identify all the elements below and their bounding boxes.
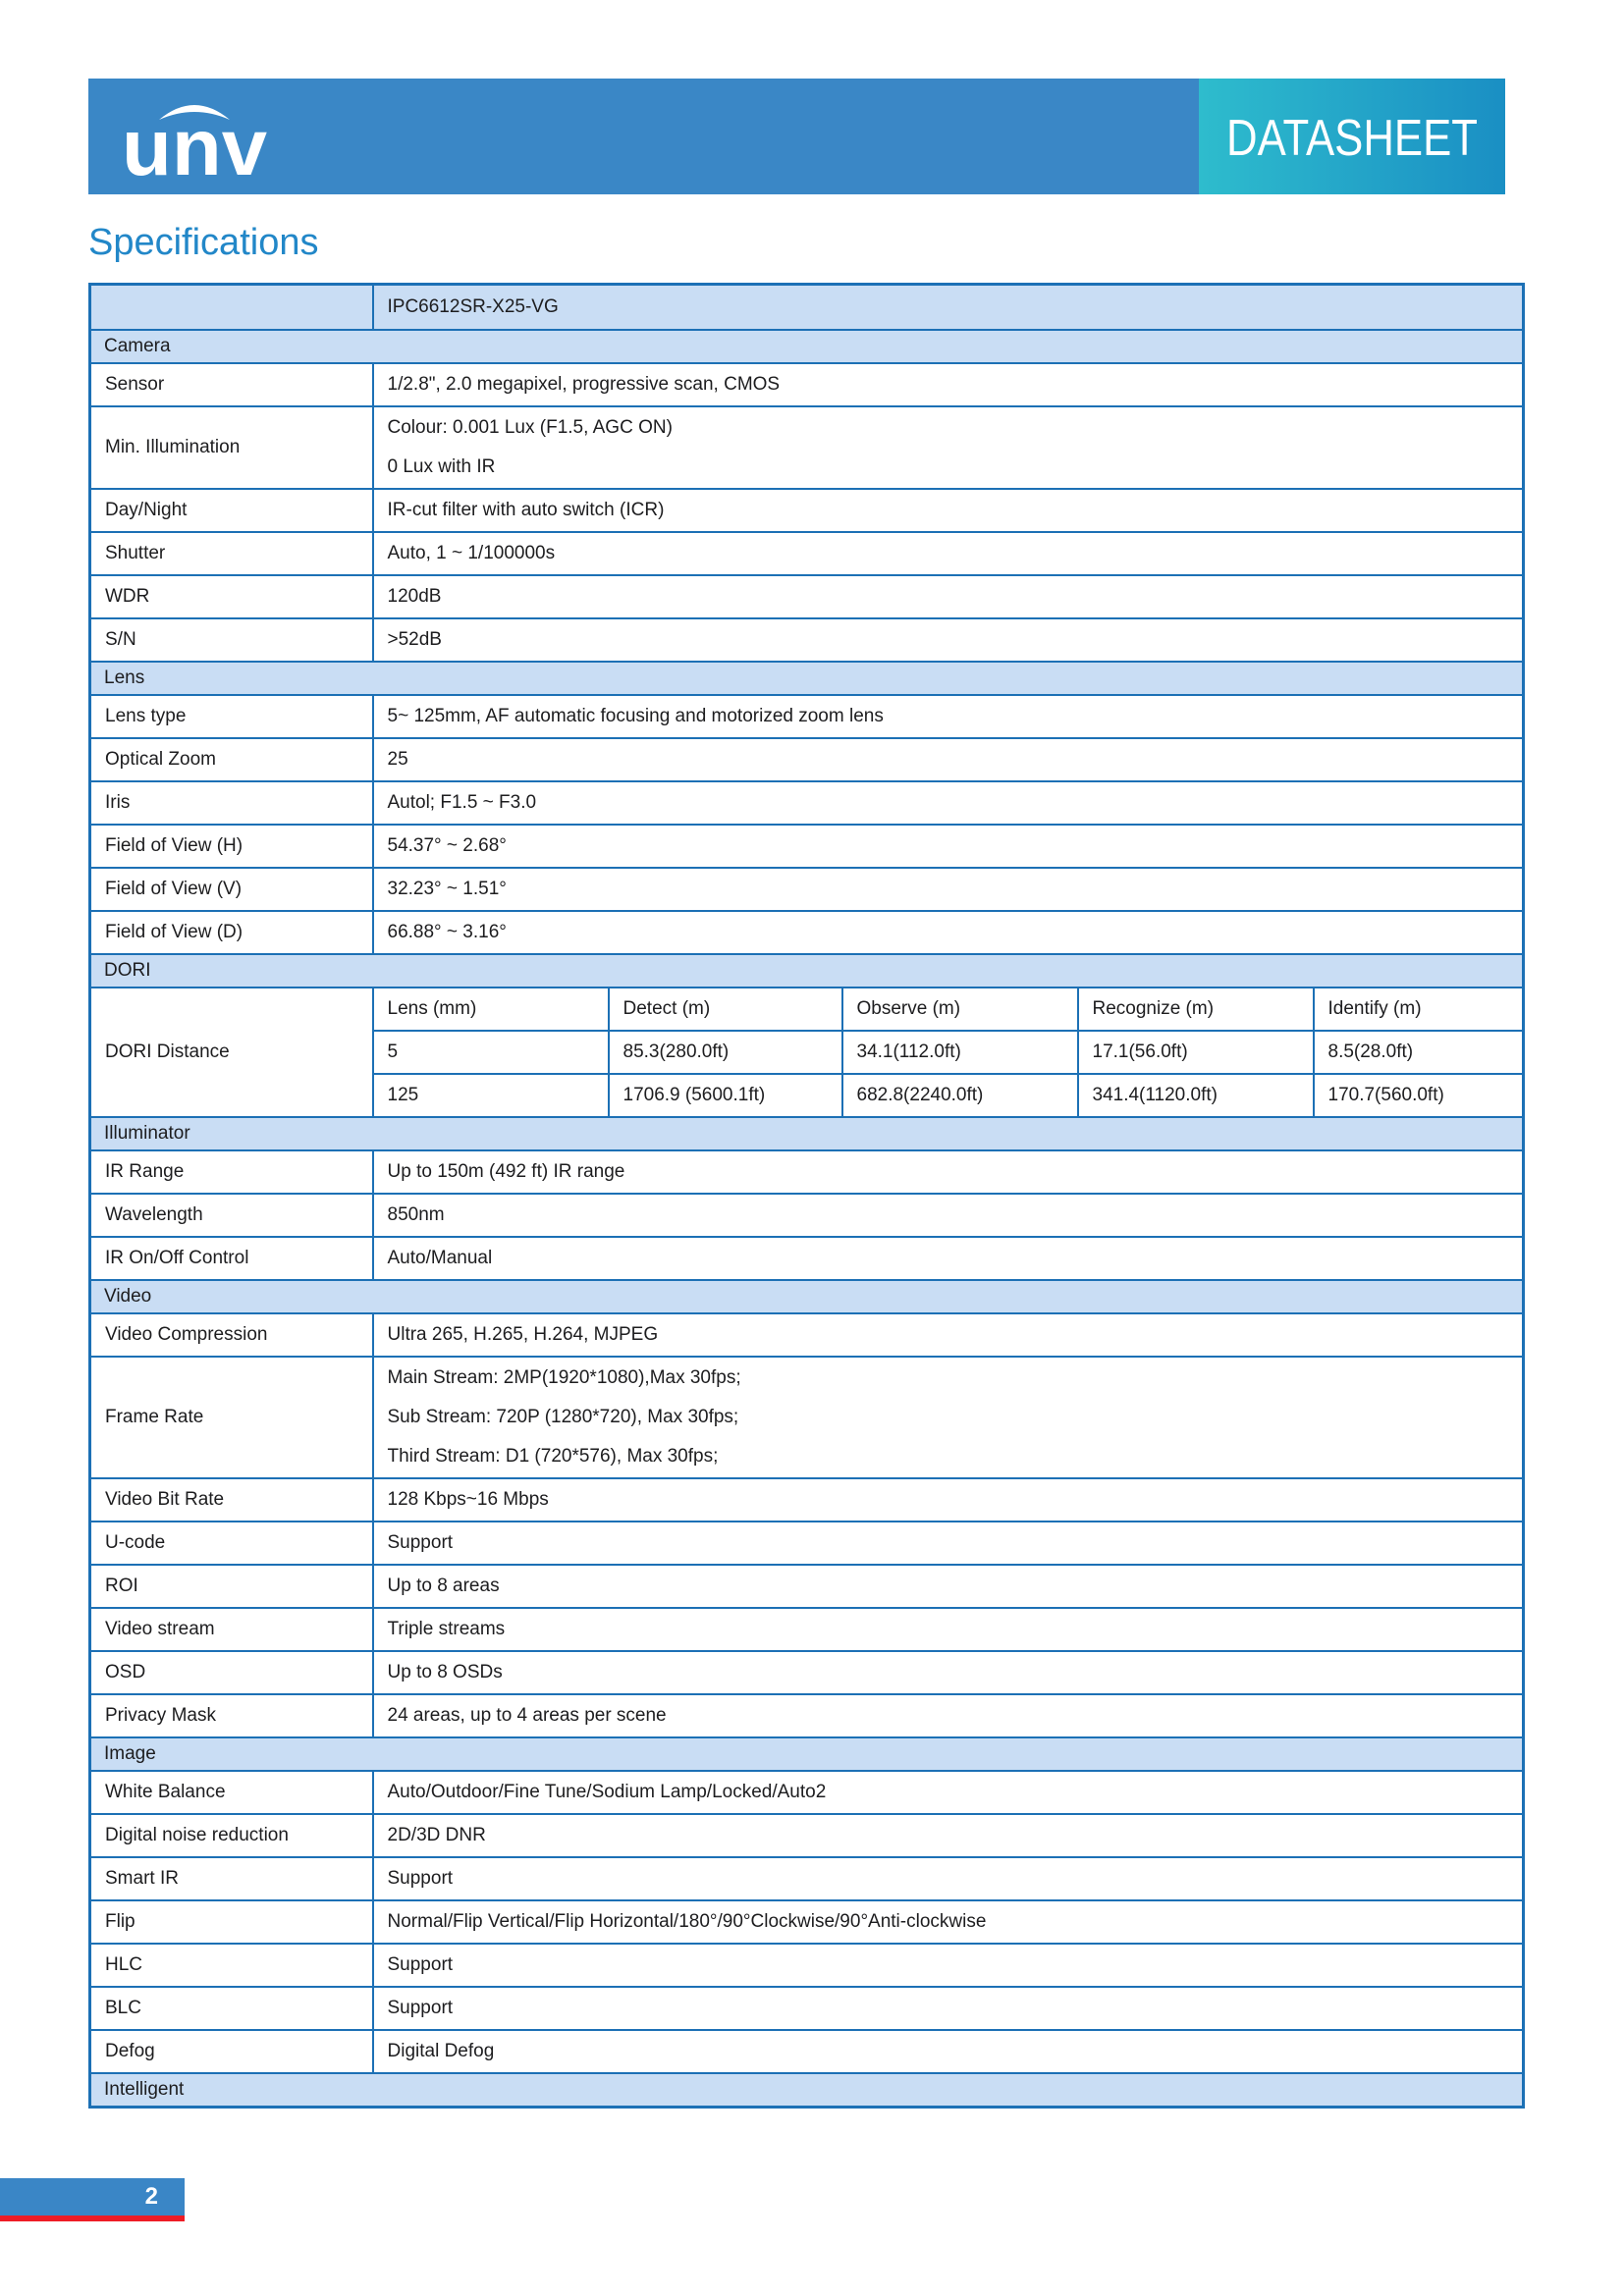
spec-label: S/N — [90, 618, 373, 662]
spec-row — [90, 1313, 1524, 1357]
dori-value: 125 — [373, 1074, 609, 1117]
dori-value: 5 — [373, 1031, 609, 1074]
spec-value: Auto/Outdoor/Fine Tune/Sodium Lamp/Locked/Auto2 — [373, 1771, 1524, 1814]
spec-label: DORI Distance — [90, 988, 373, 1117]
section-header-row — [90, 662, 1524, 695]
spec-label: Shutter — [90, 532, 373, 575]
dori-value: 8.5(28.0ft) — [1314, 1031, 1524, 1074]
spec-row — [90, 825, 1524, 868]
spec-value: Ultra 265, H.265, H.264, MJPEG — [373, 1313, 1524, 1357]
spec-value: 5~ 125mm, AF automatic focusing and motorized zoom lens — [373, 695, 1524, 738]
dori-column-header: Identify (m) — [1314, 988, 1524, 1031]
spec-value: Triple streams — [373, 1608, 1524, 1651]
spec-value: >52dB — [373, 618, 1524, 662]
spec-row — [90, 1987, 1524, 2030]
spec-row — [90, 2030, 1524, 2073]
spec-row — [90, 406, 1524, 489]
spec-row — [90, 1608, 1524, 1651]
spec-value: Up to 8 areas — [373, 1565, 1524, 1608]
spec-label: WDR — [90, 575, 373, 618]
section-title: Camera — [90, 330, 1524, 363]
spec-value: 120dB — [373, 575, 1524, 618]
spec-value: 24 areas, up to 4 areas per scene — [373, 1694, 1524, 1737]
spec-row — [90, 1944, 1524, 1987]
spec-row — [90, 1522, 1524, 1565]
spec-label: Flip — [90, 1900, 373, 1944]
spec-label: Lens type — [90, 695, 373, 738]
spec-value: Auto/Manual — [373, 1237, 1524, 1280]
spec-label: Day/Night — [90, 489, 373, 532]
spec-value-line: 0 Lux with IR — [387, 456, 496, 477]
spec-label: Digital noise reduction — [90, 1814, 373, 1857]
spec-value: Support — [373, 1944, 1524, 1987]
spec-label: Frame Rate — [90, 1357, 373, 1478]
spec-label: OSD — [90, 1651, 373, 1694]
section-header-row — [90, 954, 1524, 988]
datasheet-banner-text-graphic — [1199, 79, 1505, 194]
spec-value: 32.23° ~ 1.51° — [373, 868, 1524, 911]
dori-value: 170.7(560.0ft) — [1314, 1074, 1524, 1117]
section-header-row — [90, 1737, 1524, 1771]
spec-value: 25 — [373, 738, 1524, 781]
spec-value: Support — [373, 1987, 1524, 2030]
spec-value: Support — [373, 1857, 1524, 1900]
spec-value: Up to 150m (492 ft) IR range — [373, 1150, 1524, 1194]
section-title: DORI — [90, 954, 1524, 988]
header-bar — [88, 79, 1505, 194]
logo-text: unv — [122, 103, 268, 185]
spec-label: Wavelength — [90, 1194, 373, 1237]
spec-row — [90, 1857, 1524, 1900]
spec-label: Video Compression — [90, 1313, 373, 1357]
spec-label: Field of View (V) — [90, 868, 373, 911]
spec-label: ROI — [90, 1565, 373, 1608]
spec-row — [90, 738, 1524, 781]
spec-value-line: Third Stream: D1 (720*576), Max 30fps; — [387, 1446, 719, 1467]
spec-label: Field of View (D) — [90, 911, 373, 954]
spec-value: 2D/3D DNR — [373, 1814, 1524, 1857]
model-empty-cell — [90, 285, 373, 331]
spec-value: 54.37° ~ 2.68° — [373, 825, 1524, 868]
spec-row — [90, 1194, 1524, 1237]
spec-value: 1/2.8", 2.0 megapixel, progressive scan, CMOS — [373, 363, 1524, 406]
section-header-row — [90, 330, 1524, 363]
spec-label: Sensor — [90, 363, 373, 406]
spec-value: Autol; F1.5 ~ F3.0 — [373, 781, 1524, 825]
dori-value: 1706.9 (5600.1ft) — [609, 1074, 842, 1117]
spec-row — [90, 1357, 1524, 1478]
spec-value: 128 Kbps~16 Mbps — [373, 1478, 1524, 1522]
section-title: Intelligent — [90, 2073, 1524, 2108]
spec-label: Defog — [90, 2030, 373, 2073]
section-title: Illuminator — [90, 1117, 1524, 1150]
spec-table — [88, 283, 1525, 2109]
spec-label: HLC — [90, 1944, 373, 1987]
dori-column-header: Recognize (m) — [1078, 988, 1314, 1031]
spec-value: Normal/Flip Vertical/Flip Horizontal/180°/90°Clockwise/90°Anti-clockwise — [373, 1900, 1524, 1944]
section-title: Lens — [90, 662, 1524, 695]
spec-value: 850nm — [373, 1194, 1524, 1237]
spec-label: IR On/Off Control — [90, 1237, 373, 1280]
spec-label: Min. Illumination — [90, 406, 373, 489]
section-header-row — [90, 1117, 1524, 1150]
spec-row — [90, 868, 1524, 911]
dori-header-row — [90, 988, 1524, 1031]
spec-row — [90, 911, 1524, 954]
spec-label: Privacy Mask — [90, 1694, 373, 1737]
spec-value: Auto, 1 ~ 1/100000s — [373, 532, 1524, 575]
spec-label: Video Bit Rate — [90, 1478, 373, 1522]
dori-column-header: Detect (m) — [609, 988, 842, 1031]
dori-value: 341.4(1120.0ft) — [1078, 1074, 1314, 1117]
section-title: Image — [90, 1737, 1524, 1771]
dori-value: 682.8(2240.0ft) — [842, 1074, 1078, 1117]
spec-row — [90, 1814, 1524, 1857]
spec-label: White Balance — [90, 1771, 373, 1814]
page-number: 2 — [144, 2183, 158, 2210]
model-row — [90, 285, 1524, 331]
spec-label: Smart IR — [90, 1857, 373, 1900]
spec-row — [90, 1478, 1524, 1522]
spec-value: Digital Defog — [373, 2030, 1524, 2073]
spec-row — [90, 1150, 1524, 1194]
spec-label: Optical Zoom — [90, 738, 373, 781]
spec-value: IR-cut filter with auto switch (ICR) — [373, 489, 1524, 532]
datasheet-banner — [1199, 79, 1505, 194]
spec-row — [90, 1237, 1524, 1280]
model-name: IPC6612SR-X25-VG — [373, 285, 1524, 331]
spec-label: Field of View (H) — [90, 825, 373, 868]
page-number-box — [0, 2178, 185, 2216]
section-header-row — [90, 1280, 1524, 1313]
spec-row — [90, 1771, 1524, 1814]
unv-logo — [114, 90, 281, 189]
spec-row — [90, 489, 1524, 532]
dori-column-header: Lens (mm) — [373, 988, 609, 1031]
spec-value: Support — [373, 1522, 1524, 1565]
spec-row — [90, 1900, 1524, 1944]
spec-row — [90, 618, 1524, 662]
spec-row — [90, 1651, 1524, 1694]
spec-row — [90, 695, 1524, 738]
spec-value — [373, 1357, 1524, 1478]
spec-value-line: Colour: 0.001 Lux (F1.5, AGC ON) — [387, 417, 673, 438]
spec-row — [90, 1565, 1524, 1608]
page-title: Specifications — [88, 222, 319, 263]
section-title: Video — [90, 1280, 1524, 1313]
footer-red-line — [0, 2216, 185, 2221]
spec-value-line: Main Stream: 2MP(1920*1080),Max 30fps; — [387, 1367, 741, 1388]
unv-logo-graphic — [114, 90, 281, 185]
spec-value: 66.88° ~ 3.16° — [373, 911, 1524, 954]
dori-value: 17.1(56.0ft) — [1078, 1031, 1314, 1074]
spec-label: BLC — [90, 1987, 373, 2030]
spec-row — [90, 781, 1524, 825]
section-header-row — [90, 2073, 1524, 2108]
spec-row — [90, 575, 1524, 618]
spec-row — [90, 532, 1524, 575]
dori-value: 85.3(280.0ft) — [609, 1031, 842, 1074]
spec-label: IR Range — [90, 1150, 373, 1194]
spec-row — [90, 1694, 1524, 1737]
spec-value — [373, 406, 1524, 489]
spec-label: U-code — [90, 1522, 373, 1565]
dori-column-header: Observe (m) — [842, 988, 1078, 1031]
spec-row — [90, 363, 1524, 406]
spec-label: Iris — [90, 781, 373, 825]
datasheet-label: DATASHEET — [1226, 110, 1478, 167]
spec-value: Up to 8 OSDs — [373, 1651, 1524, 1694]
dori-value: 34.1(112.0ft) — [842, 1031, 1078, 1074]
spec-label: Video stream — [90, 1608, 373, 1651]
spec-value-line: Sub Stream: 720P (1280*720), Max 30fps; — [387, 1407, 739, 1427]
